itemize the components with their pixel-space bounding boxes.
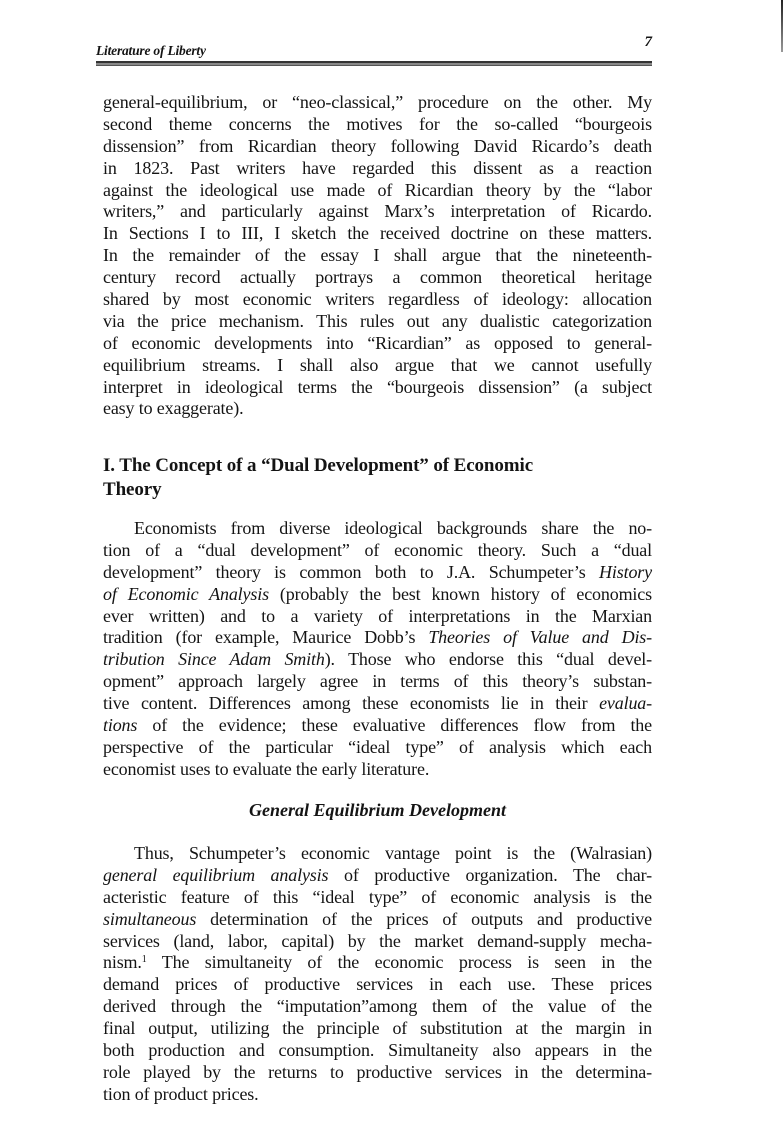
text-run: of productive organization. The char- xyxy=(328,864,652,885)
text-line: role played by the returns to productive services in the determina- xyxy=(103,1061,652,1082)
section-heading-line: Theory xyxy=(103,479,162,500)
text-line: century record actually portrays a common theoretical heritage xyxy=(103,267,652,288)
text-line: ever written) and to a variety of interpretations in the Marxian xyxy=(103,605,652,626)
text-run: ). Those who endorse this “dual devel- xyxy=(324,649,652,670)
text-run: (probably the best known history of economics xyxy=(268,583,652,604)
text-line xyxy=(103,584,652,606)
text-run: tive content. Differences among these economists lie in their xyxy=(103,693,600,714)
text-run: nism. xyxy=(103,952,142,973)
text-line: perspective of the particular “ideal type” of analysis which each xyxy=(103,736,652,757)
text-line: shared by most economic writers regardless of ideology: allocation xyxy=(103,289,652,310)
text-line: general-equilibrium, or “neo-classical,” procedure on the other. My xyxy=(103,92,652,112)
text-line xyxy=(103,909,652,931)
section-heading xyxy=(103,454,652,502)
book-title: History xyxy=(599,561,652,582)
header-rule xyxy=(96,61,652,66)
book-title: Theories of Value and Dis- xyxy=(428,627,653,648)
section-heading-line: I. The Concept of a “Dual Development” of Economic xyxy=(103,455,534,476)
text-run: tradition (for example, Maurice Dobb’s xyxy=(103,627,429,648)
emphasis: tions xyxy=(103,715,138,736)
subsection-heading: General Equilibrium Development xyxy=(248,800,506,820)
text-line xyxy=(103,693,652,715)
book-title: of Economic Analysis xyxy=(103,583,269,604)
text-run: of the evidence; these evaluative differences flow from the xyxy=(137,715,652,736)
running-head xyxy=(96,36,652,66)
subsection-paragraph xyxy=(103,843,652,1106)
text-line: tion of a “dual development” of economic theory. Such a “dual xyxy=(103,539,652,560)
text-line: against the ideological use made of Ricardian theory by the “labor xyxy=(103,179,652,200)
text-line: economist uses to evaluate the early literature. xyxy=(103,758,430,779)
text-line xyxy=(103,952,652,974)
text-line: acteristic feature of this “ideal type” of economic analysis is the xyxy=(103,886,652,907)
text-run: development” theory is common both to J.A. Schumpeter’s xyxy=(103,561,600,582)
text-line: second theme concerns the motives for the so-called “bourgeois xyxy=(103,113,652,134)
journal-title: Literature of Liberty xyxy=(96,43,206,58)
footnote-marker[interactable]: 1 xyxy=(141,954,147,966)
text-line xyxy=(103,562,652,584)
text-line: equilibrium streams. I shall also argue that we cannot usefully xyxy=(103,354,652,375)
text-line: both production and consumption. Simultaneity also appears in the xyxy=(103,1040,652,1061)
text-line: of economic developments into “Ricardian” as opposed to general- xyxy=(103,332,652,353)
text-line: In Sections I to III, I sketch the received doctrine on these matters. xyxy=(103,223,652,244)
text-run: The simultaneity of the economic process is seen in the xyxy=(146,952,652,973)
text-line xyxy=(103,627,652,649)
text-line: In the remainder of the essay I shall argue that the nineteenth- xyxy=(103,245,652,266)
page-number: 7 xyxy=(644,34,652,50)
emphasis: evalua- xyxy=(599,693,652,714)
emphasis: general equilibrium analysis xyxy=(103,864,329,885)
text-line: in 1823. Past writers have regarded this dissent as a reaction xyxy=(103,157,652,178)
emphasis: simultaneous xyxy=(103,908,197,929)
text-line: opment” approach largely agree in terms of this theory’s substan- xyxy=(103,671,652,692)
book-title: tribution Since Adam Smith xyxy=(103,649,325,670)
text-line: via the price mechanism. This rules out any dualistic categorization xyxy=(103,310,652,331)
text-line: writers,” and particularly against Marx’s interpretation of Ricardo. xyxy=(103,201,652,222)
text-line: Economists from diverse ideological backgrounds share the no- xyxy=(134,518,652,538)
text-line xyxy=(103,715,652,737)
text-line xyxy=(103,865,652,887)
text-line: dissension” from Ricardian theory following David Ricardo’s death xyxy=(103,135,652,156)
text-run: determination of the prices of outputs and productive xyxy=(196,908,652,929)
intro-paragraph xyxy=(103,92,652,420)
text-line: derived through the “imputation”among them of the value of the xyxy=(103,996,652,1017)
text-line: Thus, Schumpeter’s economic vantage point is the (Walrasian) xyxy=(134,843,652,863)
text-line: final output, utilizing the principle of substitution at the margin in xyxy=(103,1018,652,1039)
text-line: tion of product prices. xyxy=(103,1083,259,1104)
text-line: easy to exaggerate). xyxy=(103,398,244,419)
section-paragraph xyxy=(103,518,652,781)
text-line xyxy=(103,649,652,671)
text-line: demand prices of productive services in each use. These prices xyxy=(103,974,652,995)
text-line: services (land, labor, capital) by the market demand-supply mecha- xyxy=(103,930,652,951)
text-line: interpret in ideological terms the “bourgeois dissension” (a subject xyxy=(103,376,652,397)
